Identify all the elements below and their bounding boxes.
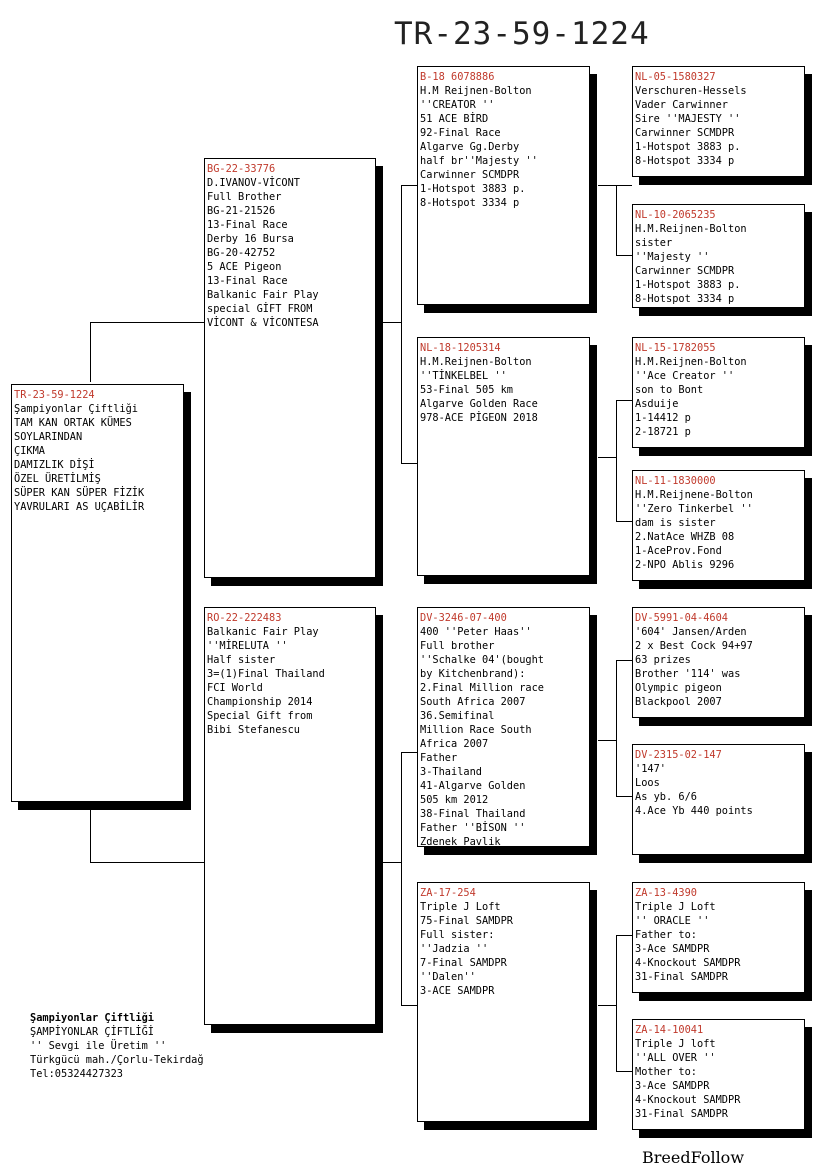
card-line: 13-Final Race: [207, 219, 288, 231]
card-line: 75-Final SAMDPR: [420, 915, 513, 927]
card-line: Verschuren-Hessels: [635, 85, 747, 97]
card-line: Special Gift from: [207, 710, 313, 722]
card-line: 1-14412 p: [635, 412, 691, 424]
connector: [616, 521, 632, 522]
card-line: ÇIKMA: [14, 445, 45, 457]
card-line: VİCONT & VİCONTESA: [207, 317, 319, 329]
connector: [90, 862, 204, 863]
farm-address: Türkgücü mah./Çorlu-Tekirdağ: [30, 1054, 204, 1066]
card-line: Triple J Loft: [420, 901, 501, 913]
card-line: 1-AceProv.Fond: [635, 545, 722, 557]
card-line: As yb. 6/6: [635, 791, 697, 803]
connector: [401, 185, 402, 463]
card-line: D.IVANOV-VİCONT: [207, 177, 300, 189]
card-line: ''Jadzia '': [420, 943, 489, 955]
card-line: Zdenek Pavlik: [420, 836, 501, 847]
card-line: Brother '114' was: [635, 668, 741, 680]
ring-number: DV-5991-04-4604: [635, 612, 728, 624]
ring-number: NL-18-1205314: [420, 342, 501, 354]
card-line: TAM KAN ORTAK KÜMES: [14, 417, 132, 429]
pedigree-card-ds-dam[interactable]: [632, 744, 805, 855]
card-line: Million Race South: [420, 724, 532, 736]
connector: [598, 1005, 616, 1006]
card-line: 1-Hotspot 3883 p.: [635, 141, 741, 153]
pedigree-card-dam-sire[interactable]: [417, 607, 590, 847]
card-line: 3-Thailand: [420, 766, 482, 778]
card-line: 53-Final 505 km: [420, 384, 513, 396]
connector: [616, 796, 632, 797]
card-line: Algarve Gg.Derby: [420, 141, 520, 153]
card-line: 3=(1)Final Thailand: [207, 668, 325, 680]
card-line: Father to:: [635, 929, 697, 941]
card-line: 2-NPO Ablis 9296: [635, 559, 735, 571]
card-line: 3-Ace SAMDPR: [635, 1080, 710, 1092]
card-line: Carwinner SCMDPR: [635, 265, 735, 277]
card-line: 2.Final Million race: [420, 682, 544, 694]
connector: [598, 457, 616, 458]
card-line: H.M.Reijnen-Bolton: [635, 223, 747, 235]
card-line: FCI World: [207, 682, 263, 694]
card-line: ''Ace Creator '': [635, 370, 735, 382]
card-line: 400 ''Peter Haas'': [420, 626, 532, 638]
connector: [616, 400, 617, 521]
card-line: by Kitchenbrand):: [420, 668, 526, 680]
card-line: 36.Semifinal: [420, 710, 495, 722]
connector: [616, 660, 617, 796]
connector: [90, 322, 91, 382]
card-line: Full brother: [420, 640, 495, 652]
card-line: 8-Hotspot 3334 p: [635, 155, 735, 167]
connector: [616, 935, 617, 1071]
card-line: Asduije: [635, 398, 679, 410]
card-line: 7-Final SAMDPR: [420, 957, 507, 969]
pedigree-card-ss-dam[interactable]: [632, 204, 805, 308]
ring-number: TR-23-59-1224: [14, 389, 95, 401]
card-line: ''Majesty '': [635, 251, 710, 263]
connector: [90, 322, 204, 323]
card-line: '' ORACLE '': [635, 915, 710, 927]
pedigree-card-dd-dam[interactable]: [632, 1019, 805, 1130]
card-line: Full sister:: [420, 929, 495, 941]
card-line: Father ''BİSON '': [420, 822, 526, 834]
pedigree-card-ds-sire[interactable]: [632, 607, 805, 718]
ring-number: NL-11-1830000: [635, 475, 716, 487]
card-line: Algarve Golden Race: [420, 398, 538, 410]
card-line: Loos: [635, 777, 660, 789]
pedigree-card-sire[interactable]: [204, 158, 376, 578]
ring-number: ZA-14-10041: [635, 1024, 704, 1036]
card-line: 1-Hotspot 3883 p.: [420, 183, 526, 195]
card-line: Half sister: [207, 654, 276, 666]
ring-number: DV-2315-02-147: [635, 749, 722, 761]
card-line: ''Dalen'': [420, 971, 476, 983]
card-line: 92-Final Race: [420, 127, 501, 139]
card-line: 31-Final SAMDPR: [635, 1108, 728, 1120]
card-line: 31-Final SAMDPR: [635, 971, 728, 983]
ring-number: NL-15-1782055: [635, 342, 716, 354]
card-line: 4-Knockout SAMDPR: [635, 957, 741, 969]
connector: [616, 660, 632, 661]
connector: [616, 400, 632, 401]
connector: [616, 1071, 632, 1072]
card-line: 978-ACE PİGEON 2018: [420, 412, 538, 424]
card-line: 3-Ace SAMDPR: [635, 943, 710, 955]
ring-number: ZA-13-4390: [635, 887, 697, 899]
card-line: Derby 16 Bursa: [207, 233, 294, 245]
card-line: Bibi Stefanescu: [207, 724, 300, 736]
card-line: '604' Jansen/Arden: [635, 626, 747, 638]
pedigree-title: TR-23-59-1224: [394, 16, 650, 52]
card-line: Balkanic Fair Play: [207, 626, 319, 638]
card-line: 4-Knockout SAMDPR: [635, 1094, 741, 1106]
card-line: 4.Ace Yb 440 points: [635, 805, 753, 817]
card-line: BG-20-42752: [207, 247, 276, 259]
card-line: 2 x Best Cock 94+97: [635, 640, 753, 652]
card-line: 38-Final Thailand: [420, 808, 526, 820]
ring-number: DV-3246-07-400: [420, 612, 507, 624]
card-line: DAMIZLIK DİŞİ: [14, 459, 95, 471]
card-line: ÖZEL ÜRETİLMİŞ: [14, 473, 101, 485]
card-line: Balkanic Fair Play: [207, 289, 319, 301]
card-line: 2-18721 p: [635, 426, 691, 438]
card-line: 63 prizes: [635, 654, 691, 666]
connector: [383, 862, 401, 863]
card-line: 41-Algarve Golden: [420, 780, 526, 792]
connector: [598, 185, 632, 186]
pedigree-card-sire-sire[interactable]: [417, 66, 590, 305]
card-line: Full Brother: [207, 191, 282, 203]
card-line: ''CREATOR '': [420, 99, 495, 111]
card-line: ''Schalke 04'(bought: [420, 654, 544, 666]
card-line: ''TİNKELBEL '': [420, 370, 507, 382]
card-line: SOYLARINDAN: [14, 431, 83, 443]
pedigree-card-dd-sire[interactable]: [632, 882, 805, 993]
card-line: son to Bont: [635, 384, 704, 396]
card-line: ''ALL OVER '': [635, 1052, 716, 1064]
card-line: Sire ''MAJESTY '': [635, 113, 741, 125]
card-line: H.M.Reijnen-Bolton: [420, 356, 532, 368]
pedigree-card-sire-dam[interactable]: [417, 337, 590, 576]
ring-number: NL-10-2065235: [635, 209, 716, 221]
connector: [383, 322, 401, 323]
farm-name: Şampiyonlar Çiftliği: [30, 1012, 154, 1024]
card-line: dam is sister: [635, 517, 716, 529]
connector: [90, 810, 91, 863]
connector: [401, 1005, 417, 1006]
card-line: Carwinner SCMDPR: [420, 169, 520, 181]
card-line: 3-ACE SAMDPR: [420, 985, 495, 997]
card-line: Mother to:: [635, 1066, 697, 1078]
card-line: Olympic pigeon: [635, 682, 722, 694]
card-line: 5 ACE Pigeon: [207, 261, 282, 273]
card-line: 2.NatAce WHZB 08: [635, 531, 735, 543]
ring-number: ZA-17-254: [420, 887, 476, 899]
card-line: 8-Hotspot 3334 p: [420, 197, 520, 209]
card-line: '147': [635, 763, 666, 775]
card-line: special GİFT FROM: [207, 303, 313, 315]
connector: [598, 740, 616, 741]
pedigree-card-sd-dam[interactable]: [632, 470, 805, 581]
farm-info: [30, 1011, 204, 1081]
card-line: ''Zero Tinkerbel '': [635, 503, 753, 515]
connector: [616, 255, 632, 256]
ring-number: NL-05-1580327: [635, 71, 716, 83]
card-line: 51 ACE BİRD: [420, 113, 489, 125]
ring-number: BG-22-33776: [207, 163, 276, 175]
farm-phone: Tel:05324427323: [30, 1068, 123, 1080]
card-line: sister: [635, 237, 673, 249]
card-line: SÜPER KAN SÜPER FİZİK: [14, 487, 145, 499]
farm-name-upper: ŞAMPİYONLAR ÇİFTLİĞİ: [30, 1026, 154, 1038]
card-line: H.M.Reijnen-Bolton: [635, 356, 747, 368]
pedigree-card-subject[interactable]: [11, 384, 184, 802]
card-line: Carwinner SCMDPR: [635, 127, 735, 139]
card-line: ''MİRELUTA '': [207, 640, 288, 652]
card-line: YAVRULARI AS UÇABİLİR: [14, 501, 145, 513]
card-line: South Africa 2007: [420, 696, 526, 708]
card-line: 8-Hotspot 3334 p: [635, 293, 735, 305]
card-line: Şampiyonlar Çiftliği: [14, 403, 138, 415]
card-line: H.M Reijnen-Bolton: [420, 85, 532, 97]
connector: [616, 185, 617, 255]
pedigree-card-sd-sire[interactable]: [632, 337, 805, 448]
connector: [401, 752, 402, 1005]
card-line: H.M.Reijnene-Bolton: [635, 489, 753, 501]
ring-number: B-18 6078886: [420, 71, 495, 83]
card-line: BG-21-21526: [207, 205, 276, 217]
connector: [616, 935, 632, 936]
brand-watermark: BreedFollow: [642, 1148, 745, 1167]
card-line: Vader Carwinner: [635, 99, 728, 111]
card-line: 505 km 2012: [420, 794, 489, 806]
pedigree-card-dam-dam[interactable]: [417, 882, 590, 1122]
card-line: Championship 2014: [207, 696, 313, 708]
farm-slogan: '' Sevgi ile Üretim '': [30, 1040, 167, 1052]
pedigree-card-dam[interactable]: [204, 607, 376, 1025]
card-line: half br''Majesty '': [420, 155, 538, 167]
connector: [401, 752, 417, 753]
card-line: Blackpool 2007: [635, 696, 722, 708]
card-line: Africa 2007: [420, 738, 489, 750]
card-line: 1-Hotspot 3883 p.: [635, 279, 741, 291]
ring-number: RO-22-222483: [207, 612, 282, 624]
card-line: Father: [420, 752, 458, 764]
connector: [401, 463, 417, 464]
card-line: Triple J loft: [635, 1038, 716, 1050]
connector: [401, 185, 417, 186]
pedigree-card-ss-sire[interactable]: [632, 66, 805, 177]
card-line: 13-Final Race: [207, 275, 288, 287]
card-line: Triple J Loft: [635, 901, 716, 913]
